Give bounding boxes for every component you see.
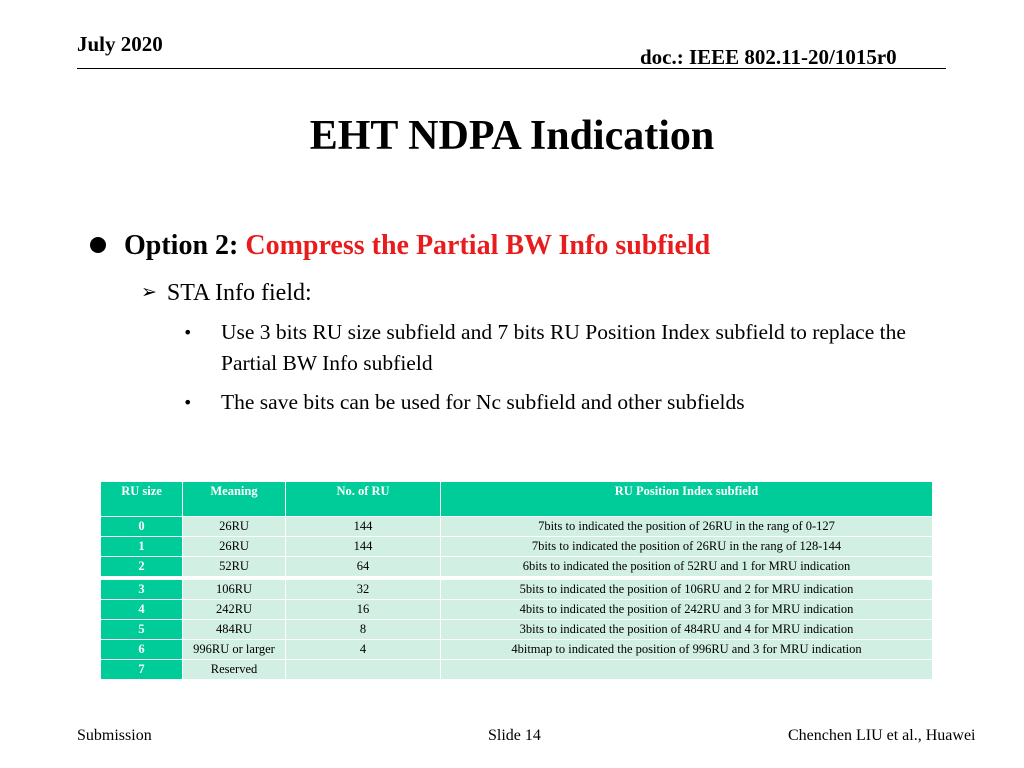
cell-meaning: 26RU (183, 517, 286, 537)
col-header-no-of-ru: No. of RU (286, 482, 441, 517)
sta-info-label: STA Info field: (166, 280, 312, 306)
cell-meaning: 52RU (183, 557, 286, 579)
small-bullet-icon: • (183, 323, 193, 342)
table-row (101, 600, 933, 620)
slide-title: EHT NDPA Indication (309, 113, 715, 159)
header-doc-id: doc.: IEEE 802.11-20/1015r0 (640, 45, 897, 69)
cell-ru-size: 6 (101, 640, 183, 660)
cell-position-index: 4bits to indicated the position of 242RU and 3 for MRU indication (441, 600, 933, 620)
cell-meaning: 106RU (183, 578, 286, 600)
bullet-option (90, 230, 710, 262)
col-header-meaning: Meaning (183, 482, 286, 517)
cell-meaning: 996RU or larger (183, 640, 286, 660)
cell-position-index: 5bits to indicated the position of 106RU and 2 for MRU indication (441, 578, 933, 600)
bullet-point (183, 387, 943, 418)
table-row (101, 620, 933, 640)
option-label: Option 2: (124, 230, 246, 261)
bullet-dot-icon (90, 237, 106, 253)
cell-ru-size: 5 (101, 620, 183, 640)
cell-no-of-ru: 8 (286, 620, 441, 640)
cell-ru-size: 1 (101, 537, 183, 557)
cell-meaning: 26RU (183, 537, 286, 557)
cell-no-of-ru: 32 (286, 578, 441, 600)
cell-position-index: 4bitmap to indicated the position of 996RU and 3 for MRU indication (441, 640, 933, 660)
cell-no-of-ru: 4 (286, 640, 441, 660)
option-text: Compress the Partial BW Info subfield (245, 230, 711, 261)
table-row (101, 660, 933, 680)
cell-no-of-ru: 16 (286, 600, 441, 620)
footer-submission: Submission (77, 727, 152, 744)
cell-no-of-ru: 64 (286, 557, 441, 579)
header-date: July 2020 (77, 32, 163, 56)
cell-ru-size: 3 (101, 578, 183, 600)
table-row (101, 537, 933, 557)
ru-size-table (100, 481, 933, 680)
cell-no-of-ru (286, 660, 441, 680)
col-header-ru-size: RU size (101, 482, 183, 517)
bullet-sta-info (141, 280, 312, 307)
bullet-point (183, 317, 943, 379)
cell-ru-size: 0 (101, 517, 183, 537)
footer-author: Chenchen LIU et al., Huawei (788, 727, 976, 744)
table-row (101, 557, 933, 579)
cell-position-index: 6bits to indicated the position of 52RU and 1 for MRU indication (441, 557, 933, 579)
cell-position-index: 7bits to indicated the position of 26RU in the rang of 128-144 (441, 537, 933, 557)
header-divider (77, 68, 946, 69)
cell-ru-size: 2 (101, 557, 183, 579)
cell-ru-size: 7 (101, 660, 183, 680)
table-row (101, 640, 933, 660)
cell-ru-size: 4 (101, 600, 183, 620)
small-bullet-icon: • (183, 393, 193, 412)
footer-slide-number: Slide 14 (488, 727, 541, 744)
cell-meaning: 484RU (183, 620, 286, 640)
cell-position-index: 3bits to indicated the position of 484RU and 4 for MRU indication (441, 620, 933, 640)
cell-meaning: Reserved (183, 660, 286, 680)
table-row (101, 578, 933, 600)
col-header-position-index: RU Position Index subfield (441, 482, 933, 517)
cell-no-of-ru: 144 (286, 537, 441, 557)
cell-no-of-ru: 144 (286, 517, 441, 537)
table-row (101, 517, 933, 537)
bullet-point-text: Use 3 bits RU size subfield and 7 bits RU Position Index subfield to replace the Partial BW Info subfield (221, 320, 906, 375)
arrow-bullet-icon: ➢ (141, 281, 157, 303)
cell-position-index: 7bits to indicated the position of 26RU in the rang of 0-127 (441, 517, 933, 537)
table-header-row (101, 482, 933, 517)
bullet-point-text: The save bits can be used for Nc subfield and other subfields (221, 390, 745, 414)
cell-meaning: 242RU (183, 600, 286, 620)
cell-position-index (441, 660, 933, 680)
